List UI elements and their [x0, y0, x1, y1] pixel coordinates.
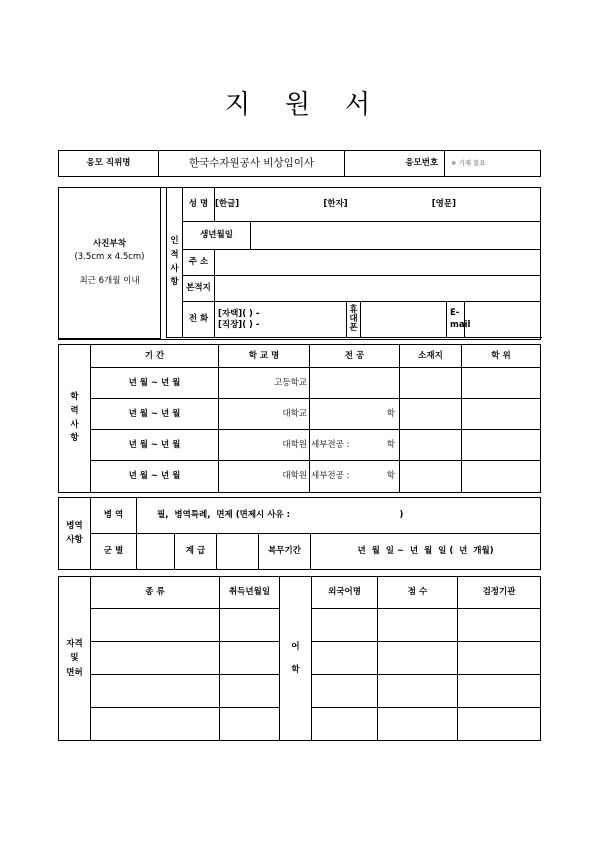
- license-table: [58, 576, 541, 741]
- military-branch-label: 군 별: [91, 534, 137, 570]
- document-title: [0, 84, 595, 118]
- military-service-label: 병 역: [91, 498, 137, 534]
- military-branch-field[interactable]: [137, 534, 175, 570]
- language-agency-cell[interactable]: [458, 642, 541, 675]
- license-type-cell[interactable]: [91, 675, 220, 708]
- education-major[interactable]: 세부전공 : 학: [310, 461, 400, 493]
- education-degree[interactable]: [462, 430, 541, 461]
- military-service-value[interactable]: 필, 병역특례, 면제 (면제시 사유 : ): [137, 498, 541, 534]
- license-type-cell[interactable]: [91, 609, 220, 642]
- education-school[interactable]: 대학원: [219, 461, 310, 493]
- education-period[interactable]: 년 월 ~ 년 월: [91, 430, 219, 461]
- military-period-label: 복무기간: [259, 534, 311, 570]
- language-name-cell[interactable]: [312, 642, 378, 675]
- education-degree[interactable]: [462, 399, 541, 430]
- education-major[interactable]: 세부전공 : 학: [310, 430, 400, 461]
- language-name-cell[interactable]: [312, 609, 378, 642]
- phone-label: 전 화: [183, 302, 215, 338]
- position-label: 응모 직위명: [59, 151, 159, 177]
- language-score-cell[interactable]: [378, 642, 458, 675]
- language-score-cell[interactable]: [378, 675, 458, 708]
- education-header-degree: 학 위: [462, 345, 541, 368]
- language-score-cell[interactable]: [378, 708, 458, 741]
- military-table: [58, 497, 541, 570]
- education-major[interactable]: [310, 368, 400, 399]
- military-section-label: 병역 사항: [59, 498, 91, 570]
- education-table: [58, 344, 541, 493]
- language-name-cell[interactable]: [312, 675, 378, 708]
- license-type-cell[interactable]: [91, 642, 220, 675]
- license-date-cell[interactable]: [220, 675, 280, 708]
- name-korean-label: [한글]: [215, 199, 240, 210]
- title-char-3: 서: [344, 90, 371, 120]
- education-location[interactable]: [400, 368, 462, 399]
- name-hanja-label: [한자]: [323, 199, 348, 210]
- education-location[interactable]: [400, 461, 462, 493]
- header-table: [58, 150, 541, 177]
- photo-size: (3.5cm x 4.5cm): [74, 252, 145, 263]
- license-header-date: 취득년월일: [220, 577, 280, 609]
- education-period[interactable]: 년 월 ~ 년 월: [91, 399, 219, 430]
- birth-field[interactable]: [251, 222, 541, 250]
- license-header-type: 종 류: [91, 577, 220, 609]
- address-label: 주 소: [183, 250, 215, 276]
- education-major[interactable]: 학: [310, 399, 400, 430]
- education-period[interactable]: 년 월 ~ 년 월: [91, 368, 219, 399]
- title-char-2: 원: [284, 90, 311, 120]
- phone-field[interactable]: [215, 302, 347, 338]
- language-header-score: 점 수: [378, 577, 458, 609]
- education-degree[interactable]: [462, 461, 541, 493]
- language-score-cell[interactable]: [378, 609, 458, 642]
- license-section-label: 자격 및 면허: [59, 577, 91, 741]
- education-location[interactable]: [400, 399, 462, 430]
- address-field[interactable]: [215, 250, 541, 276]
- phone-home: [자택]( ) -: [218, 308, 260, 319]
- personal-table: [166, 187, 541, 338]
- education-school[interactable]: 대학교: [219, 399, 310, 430]
- domicile-field[interactable]: [215, 276, 541, 302]
- application-number-label: 응모번호: [400, 151, 445, 177]
- education-location[interactable]: [400, 430, 462, 461]
- application-number-note[interactable]: ※ 기재 불요: [445, 151, 541, 177]
- education-header-location: 소재지: [400, 345, 462, 368]
- language-name-cell[interactable]: [312, 708, 378, 741]
- photo-box: [58, 187, 161, 339]
- language-agency-cell[interactable]: [458, 708, 541, 741]
- email-field[interactable]: [465, 302, 541, 338]
- domicile-label: 본적지: [183, 276, 215, 302]
- education-header-period: 기 간: [91, 345, 219, 368]
- photo-recent: 최근 6개월 이내: [79, 275, 140, 286]
- education-degree[interactable]: [462, 368, 541, 399]
- name-field[interactable]: [215, 188, 541, 222]
- personal-section-label: 인 적 사 항: [167, 188, 183, 338]
- education-header-school: 학 교 명: [219, 345, 310, 368]
- title-char-1: 지: [224, 90, 251, 120]
- license-date-cell[interactable]: [220, 642, 280, 675]
- language-agency-cell[interactable]: [458, 675, 541, 708]
- license-type-cell[interactable]: [91, 708, 220, 741]
- phone-work: [직장]( ) -: [218, 319, 260, 330]
- photo-label: 사진부착: [93, 238, 126, 249]
- position-value[interactable]: 한국수자원공사 비상임이사: [159, 151, 345, 177]
- language-header-agency: 검정기관: [458, 577, 541, 609]
- birth-label: 생년월일: [183, 222, 251, 250]
- mobile-label: 휴 대 폰: [347, 302, 361, 338]
- email-label: E- mail: [447, 302, 465, 338]
- education-school[interactable]: 대학원: [219, 430, 310, 461]
- language-section-label: 어 학: [280, 577, 312, 741]
- education-school[interactable]: 고등학교: [219, 368, 310, 399]
- military-rank-field[interactable]: [217, 534, 259, 570]
- military-period-value[interactable]: 년 월 일 ~ 년 월 일 ( 년 개월): [311, 534, 541, 570]
- license-date-cell[interactable]: [220, 609, 280, 642]
- mobile-field[interactable]: [361, 302, 447, 338]
- education-header-major: 전 공: [310, 345, 400, 368]
- language-agency-cell[interactable]: [458, 609, 541, 642]
- license-date-cell[interactable]: [220, 708, 280, 741]
- language-header-name: 외국어명: [312, 577, 378, 609]
- education-period[interactable]: 년 월 ~ 년 월: [91, 461, 219, 493]
- name-english-label: [영문]: [431, 199, 456, 210]
- photo-area[interactable]: [59, 188, 161, 339]
- name-label: 성 명: [183, 188, 215, 222]
- military-rank-label: 계 급: [175, 534, 217, 570]
- education-section-label: 학 력 사 항: [59, 345, 91, 493]
